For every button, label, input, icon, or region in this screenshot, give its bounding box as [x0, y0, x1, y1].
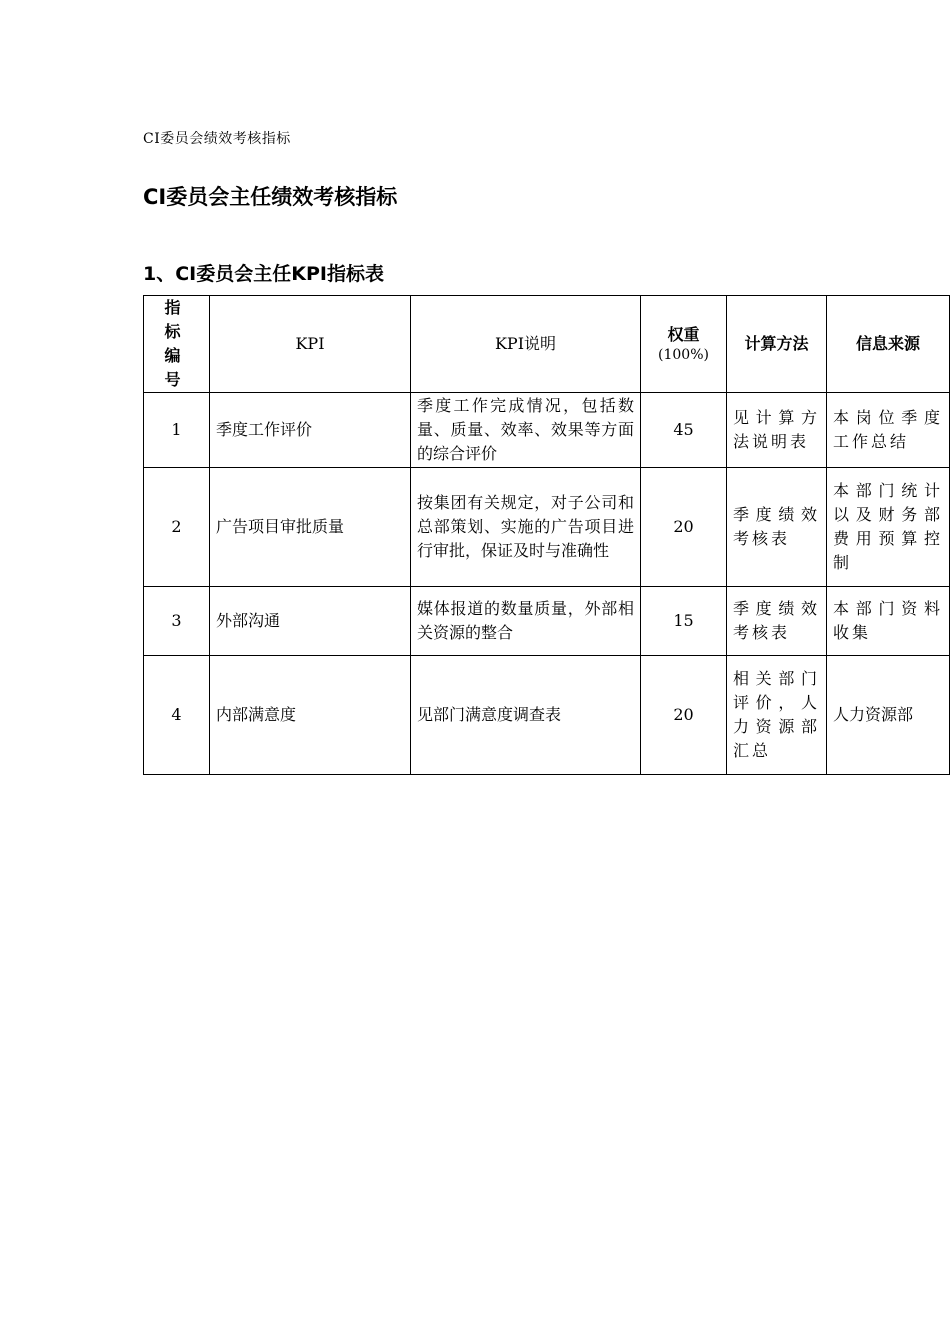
cell-description: 见部门满意度调查表	[411, 656, 641, 775]
cell-source: 人力资源部	[827, 656, 950, 775]
cell-weight: 20	[641, 656, 727, 775]
header-kpi: KPI	[210, 296, 411, 393]
cell-no: 2	[144, 468, 210, 587]
table-row	[144, 656, 950, 775]
cell-method: 相关部门评价，人力资源部汇总	[727, 656, 827, 775]
cell-source: 本岗位季度工作总结	[827, 393, 950, 468]
cell-description: 媒体报道的数量质量，外部相关资源的整合	[411, 587, 641, 656]
cell-source: 本部门资料收集	[827, 587, 950, 656]
header-kpi-description: KPI说明	[411, 296, 641, 393]
cell-method: 季度绩效考核表	[727, 468, 827, 587]
document-title: CI委员会主任绩效考核指标	[143, 185, 398, 209]
table-row	[144, 587, 950, 656]
header-no: 指 标 编 号	[144, 296, 210, 393]
cell-description: 按集团有关规定，对子公司和总部策划、实施的广告项目进行审批，保证及时与准确性	[411, 468, 641, 587]
cell-method: 见计算方法说明表	[727, 393, 827, 468]
cell-kpi: 季度工作评价	[210, 393, 411, 468]
table-header-row	[144, 296, 950, 393]
cell-source: 本部门统计以及财务部费用预算控制	[827, 468, 950, 587]
header-method: 计算方法	[727, 296, 827, 393]
table-row	[144, 393, 950, 468]
header-weight: 权重 (100%)	[641, 296, 727, 393]
kpi-table	[143, 295, 950, 775]
cell-no: 1	[144, 393, 210, 468]
cell-weight: 45	[641, 393, 727, 468]
cell-kpi: 广告项目审批质量	[210, 468, 411, 587]
section-title: 1、CI委员会主任KPI指标表	[143, 263, 384, 285]
cell-kpi: 内部满意度	[210, 656, 411, 775]
cell-no: 3	[144, 587, 210, 656]
table-row	[144, 468, 950, 587]
cell-method: 季度绩效考核表	[727, 587, 827, 656]
document-header: CI委员会绩效考核指标	[143, 131, 291, 147]
cell-weight: 20	[641, 468, 727, 587]
cell-weight: 15	[641, 587, 727, 656]
cell-kpi: 外部沟通	[210, 587, 411, 656]
header-source: 信息来源	[827, 296, 950, 393]
header-weight-unit: (100%)	[658, 347, 709, 363]
cell-description: 季度工作完成情况，包括数量、质量、效率、效果等方面的综合评价	[411, 393, 641, 468]
cell-no: 4	[144, 656, 210, 775]
